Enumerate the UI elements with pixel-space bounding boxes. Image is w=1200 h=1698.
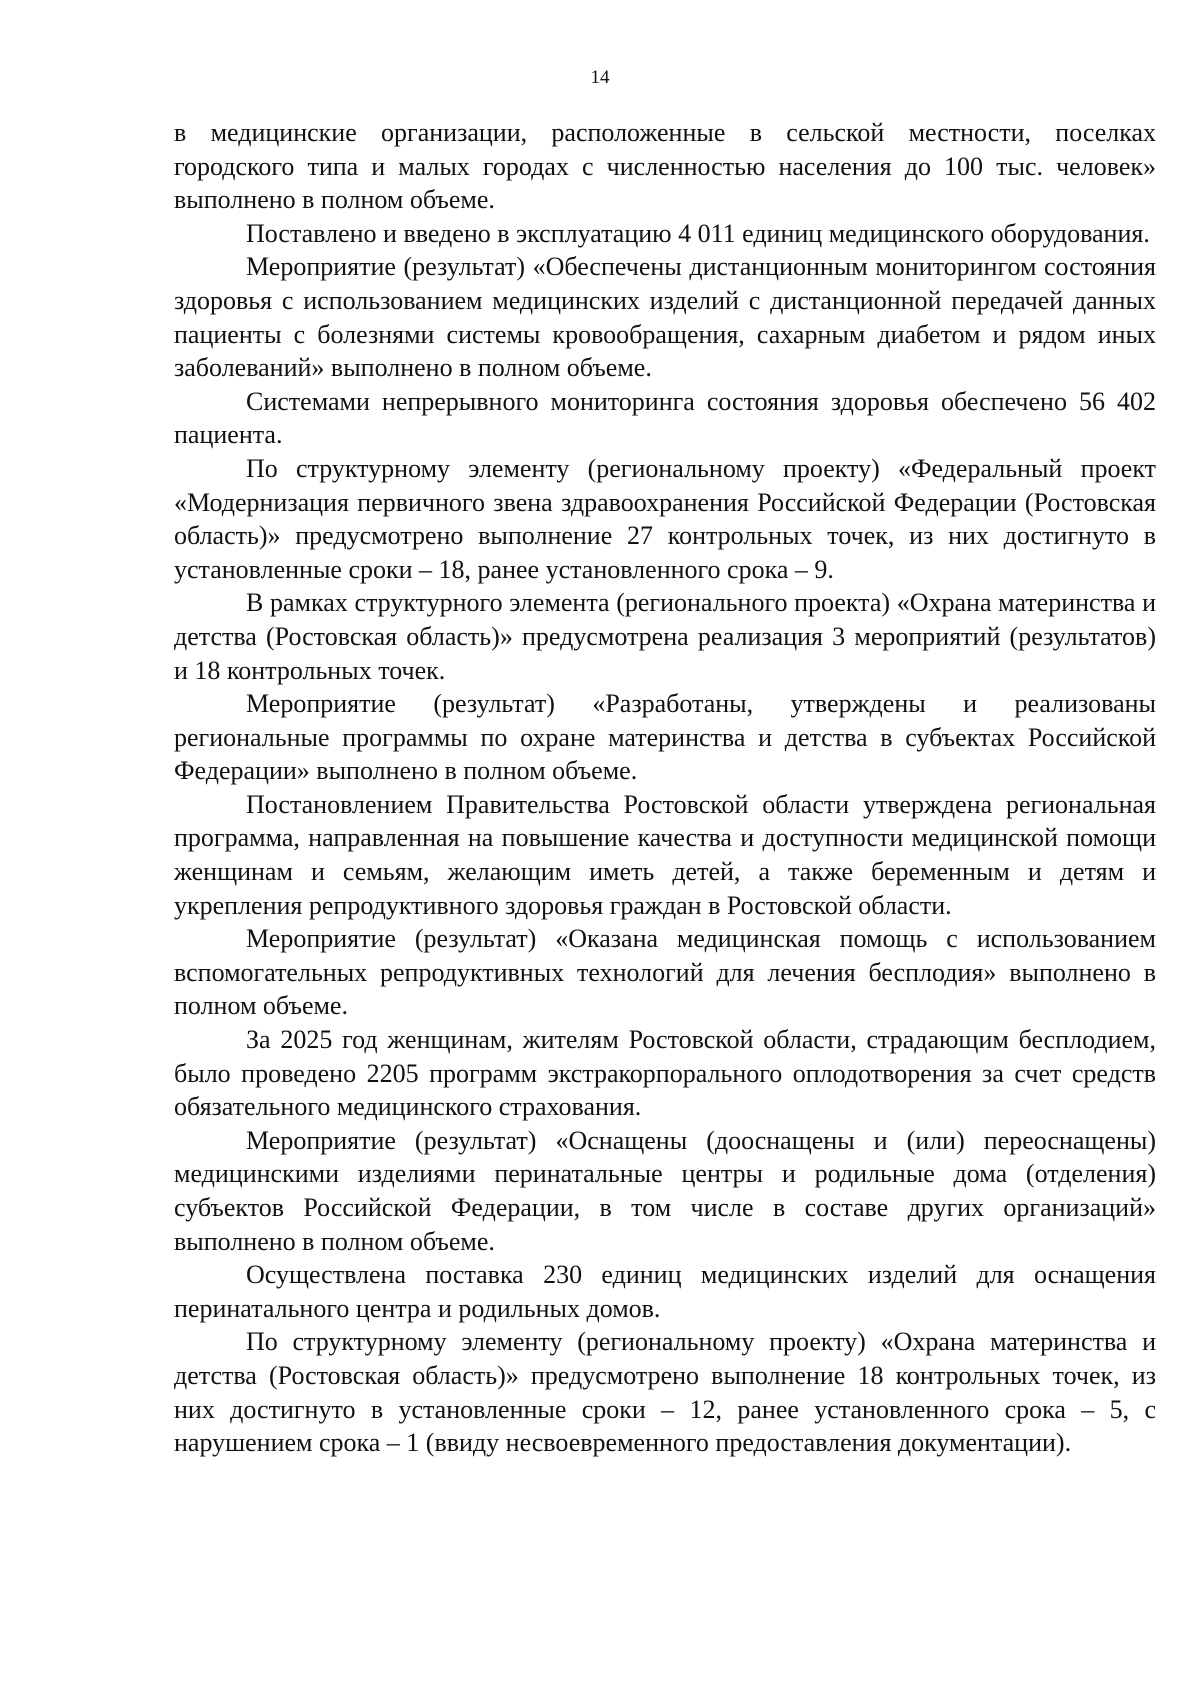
paragraph: За 2025 год женщинам, жителям Ростовской области, страдающим бесплодием, было проведено 2205 программ экстракорпорального оплодотворения за счет средств обязательного медицинского страхования. xyxy=(174,1025,1156,1122)
paragraph: В рамках структурного элемента (регионального проекта) «Охрана материнства и детства (Ростовская область)» предусмотрена реализация 3 мероприятий (результатов) и 18 контрольных точек. xyxy=(174,588,1156,685)
paragraph: Постановлением Правительства Ростовской области утверждена региональная программа, направленная на повышение качества и доступности медицинской помощи женщинам и семьям, желающим иметь детей, а также беременным и детям и укрепления репродуктивного здоровья граждан в Ростовской области. xyxy=(174,789,1156,920)
paragraph: Мероприятие (результат) «Разработаны, утверждены и реализованы региональные программы по охране материнства и детства в субъектах Российской Федерации» выполнено в полном объеме. xyxy=(174,689,1156,786)
paragraph: Поставлено и введено в эксплуатацию 4 011 единиц медицинского оборудования. xyxy=(246,218,1150,248)
paragraph: Мероприятие (результат) «Оснащены (дооснащены и (или) переоснащены) медицинскими изделиями перинатальные центры и родильные дома (отделения) субъектов Российской Федерации, в том числе в составе других организаций» выполнено в полном объеме. xyxy=(174,1125,1156,1256)
paragraph: Мероприятие (результат) «Обеспечены дистанционным мониторингом состояния здоровья с использованием медицинских изделий с дистанционной передачей данных пациенты с болезнями системы кровообращения, сахарным диабетом и рядом иных заболеваний» выполнено в полном объеме. xyxy=(174,252,1156,383)
paragraph: Осуществлена поставка 230 единиц медицинских изделий для оснащения перинатального центра и родильных домов. xyxy=(174,1260,1156,1323)
document-body xyxy=(174,116,1156,1460)
paragraph-continuation: в медицинские организации, расположенные в сельской местности, поселках городского типа и малых городах с численностью населения до 100 тыс. человек» выполнено в полном объеме. xyxy=(174,118,1156,215)
paragraph: Мероприятие (результат) «Оказана медицинская помощь с использованием вспомогательных репродуктивных технологий для лечения бесплодия» выполнено в полном объеме. xyxy=(174,924,1156,1021)
paragraph: По структурному элементу (региональному проекту) «Федеральный проект «Модернизация первичного звена здравоохранения Российской Федерации (Ростовская область)» предусмотрено выполнение 27 контрольных точек, из них достигнуто в установленные сроки – 18, ранее установленного срока – 9. xyxy=(174,453,1156,584)
page-number: 14 xyxy=(590,67,610,88)
paragraph: Системами непрерывного мониторинга состояния здоровья обеспечено 56 402 пациента. xyxy=(174,386,1156,450)
paragraph: По структурному элементу (региональному проекту) «Охрана материнства и детства (Ростовская область)» предусмотрено выполнение 18 контрольных точек, из них достигнуто в установленные сроки – 12, ранее установленного срока – 5, с нарушением срока – 1 (ввиду несвоевременного предоставления документации). xyxy=(174,1327,1156,1458)
